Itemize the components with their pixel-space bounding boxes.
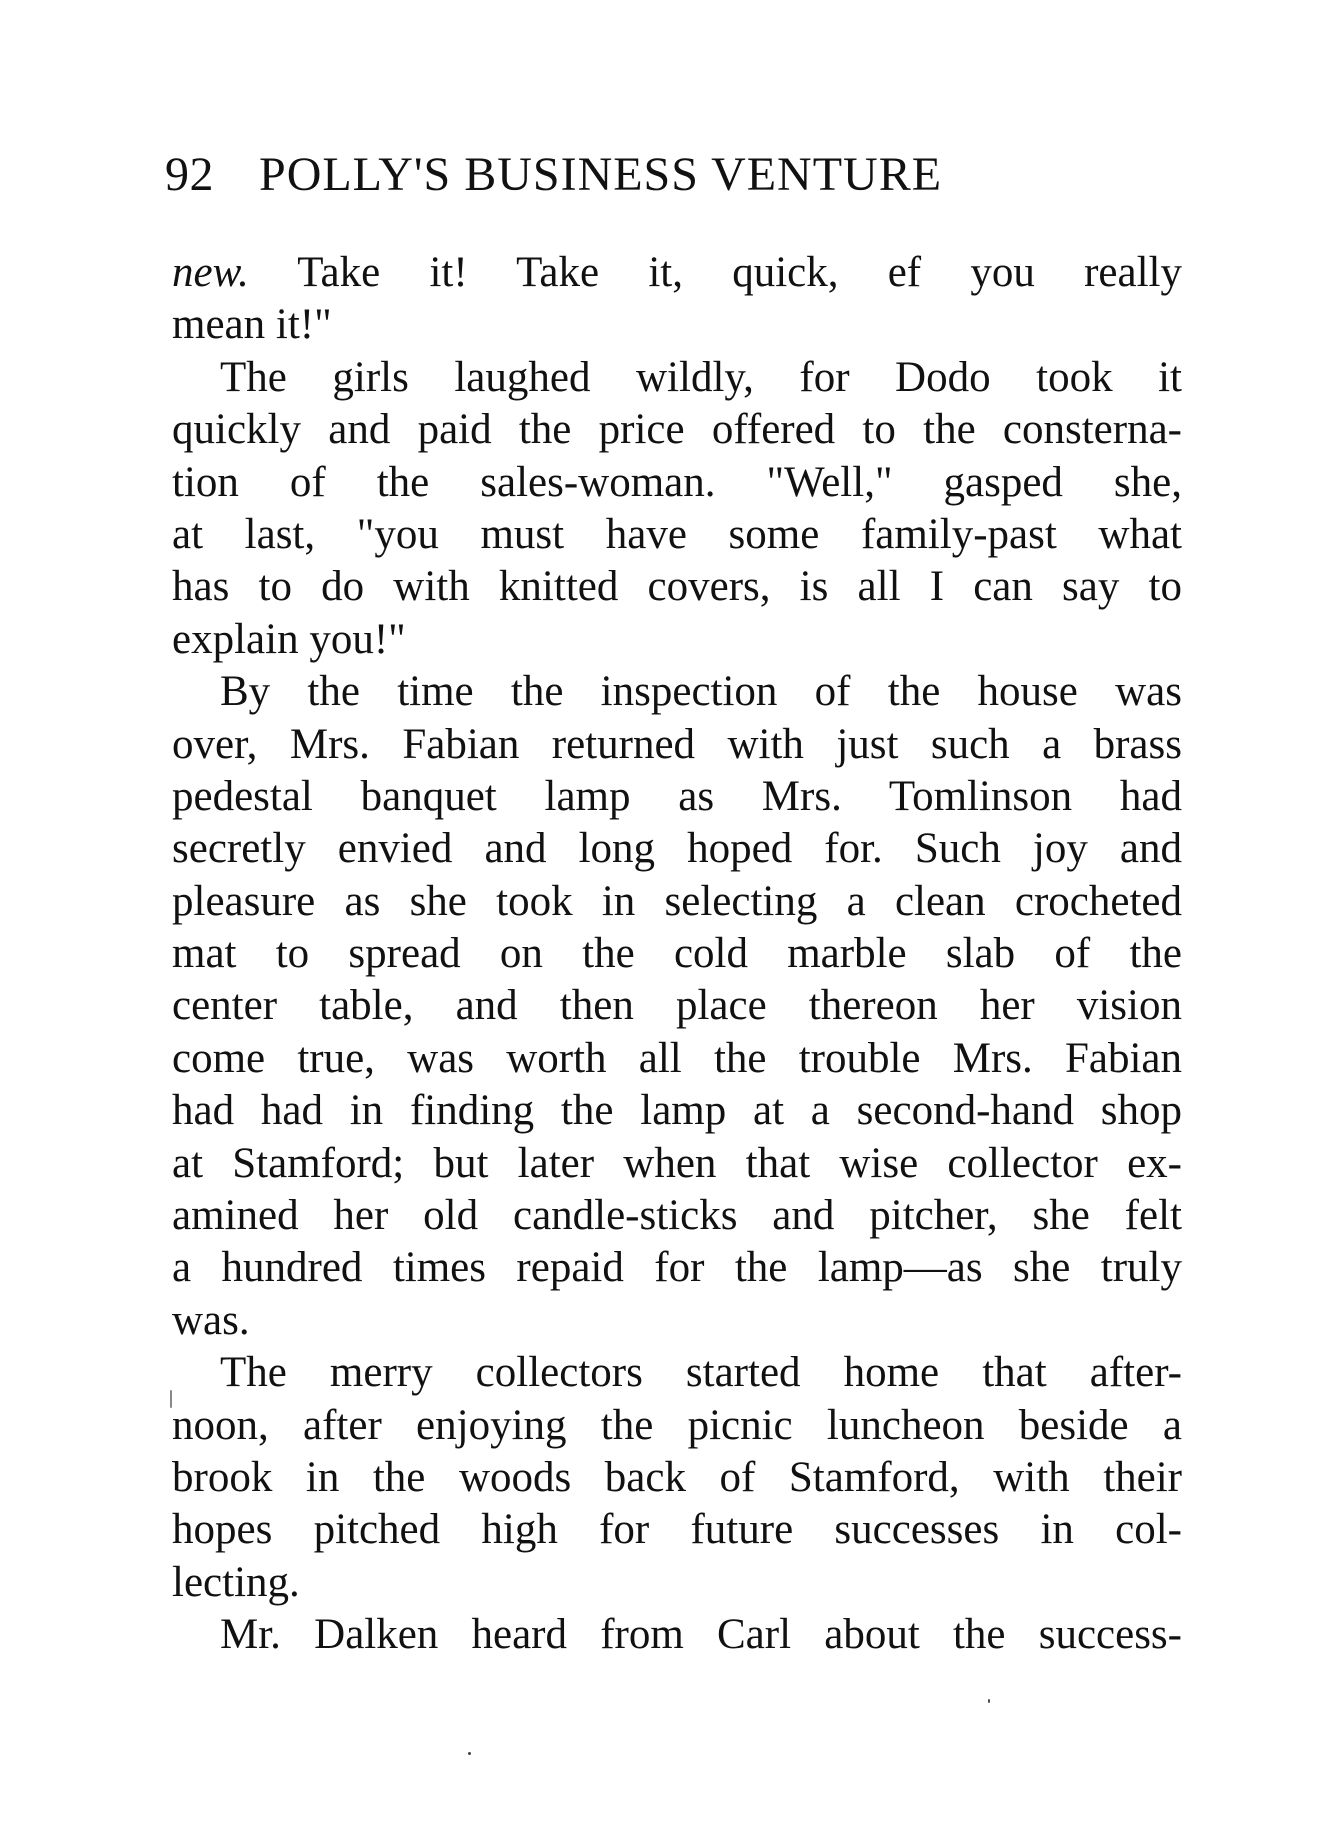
text-line: The girls laughed wildly, for Dodo took it [220,353,1182,401]
text-line: over, Mrs. Fabian returned with just such a brass [172,720,1182,768]
text-line: The merry collectors started home that after- [220,1349,1182,1397]
running-title: POLLY'S BUSINESS VENTURE [259,148,943,201]
text-line: pedestal banquet lamp as Mrs. Tomlinson had [172,772,1182,820]
text-line: mat to spread on the cold marble slab of the [172,930,1182,978]
text-line: was. [172,1296,250,1344]
text-line: hopes pitched high for future successes in col- [172,1506,1182,1554]
text-line: Mr. Dalken heard from Carl about the success- [220,1611,1182,1659]
text-line: at Stamford; but later when that wise collector ex- [172,1139,1182,1187]
text-line: a hundred times repaid for the lamp—as she truly [172,1244,1182,1292]
page-header [165,145,1065,215]
text-line: quickly and paid the price offered to the consterna- [172,406,1182,454]
italic-word: new. [172,249,249,296]
text-line: pleasure as she took in selecting a clean crocheted [172,877,1182,925]
text-line: By the time the inspection of the house was [220,668,1182,716]
text-line: lecting. [172,1558,300,1606]
text-line: has to do with knitted covers, is all I can say to [172,563,1182,611]
text-line: noon, after enjoying the picnic luncheon beside a [172,1401,1182,1449]
text-line: tion of the sales-woman. "Well," gasped she, [172,458,1182,506]
text-line: explain you!" [172,615,406,663]
text-line: center table, and then place thereon her vision [172,982,1182,1030]
text-line: at last, "you must have some family-past what [172,510,1182,558]
print-speck [988,1699,990,1703]
text-line: come true, was worth all the trouble Mrs. Fabian [172,1034,1182,1082]
print-speck [468,1752,471,1755]
text-line: secretly envied and long hoped for. Such joy and [172,825,1182,873]
text-line: had had in finding the lamp at a second-hand shop [172,1087,1182,1135]
print-speck [170,1390,172,1408]
page-number: 92 [165,148,214,201]
text-line: new. Take it! Take it, quick, ef you really [172,249,1182,296]
body-text [172,247,1182,1662]
text-line: amined her old candle-sticks and pitcher, she felt [172,1192,1182,1240]
text-line: brook in the woods back of Stamford, with their [172,1453,1182,1501]
text-line: mean it!" [172,301,332,349]
